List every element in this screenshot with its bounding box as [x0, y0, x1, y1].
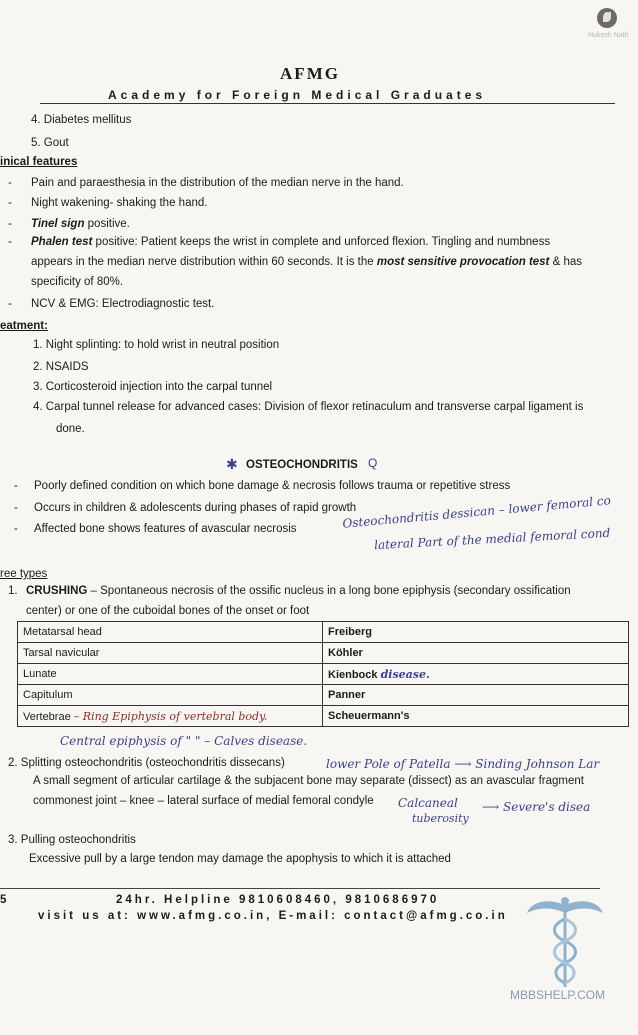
handwritten-note: lower Pole of Patella ⟶ Sinding Johnson Lar	[326, 757, 600, 771]
treatment-item: 3. Corticosteroid injection into the carpal tunnel	[33, 381, 273, 393]
crushing-item: CRUSHING – Spontaneous necrosis of the ossific nucleus in a long bone epiphysis (secondary ossification	[26, 585, 571, 597]
handwritten-note: disease.	[380, 667, 430, 681]
page-number: 5	[0, 894, 7, 906]
bullet-dash: -	[8, 298, 12, 310]
bullet-dash: -	[14, 502, 18, 514]
treatment-heading: eatment:	[0, 320, 48, 332]
phalen-test: Phalen test	[31, 236, 93, 248]
star-mark-icon: ✱	[226, 456, 238, 472]
osteo-bullet: Occurs in children & adolescents during phases of rapid growth	[34, 502, 357, 514]
table-cell-name: Scheuermann's	[323, 706, 629, 727]
pulling-item: 3. Pulling osteochondritis	[8, 834, 136, 846]
clinical-item: Phalen test positive: Patient keeps the wrist in complete and unforced flexion. Tingling and numbness	[31, 236, 551, 248]
logo-icon	[597, 8, 617, 28]
handwritten-note: Osteochondritis dessican – lower femoral co	[341, 493, 612, 531]
clinical-item-cont: specificity of 80%.	[31, 276, 124, 288]
bullet-dash: -	[14, 480, 18, 492]
clinical-item: Tinel sign positive.	[31, 218, 130, 230]
bullet-dash: -	[8, 177, 12, 189]
watermark: MBBSHELP.COM	[510, 988, 606, 1002]
cause-item: 4. Diabetes mellitus	[31, 114, 132, 126]
caduceus-icon	[525, 895, 605, 990]
table-row	[18, 643, 629, 664]
footer-contact: visit us at: www.afmg.co.in, E-mail: contact@afmg.co.in	[38, 910, 508, 922]
table-row	[18, 622, 629, 643]
bullet-dash: -	[14, 523, 18, 535]
cause-item: 5. Gout	[31, 137, 69, 149]
types-heading: ree types	[0, 568, 48, 580]
table-cell-site: Lunate	[18, 664, 323, 685]
handwritten-note: ⟶ Severe's disea	[482, 800, 591, 814]
handwritten-note: – Ring Epiphysis of vertebral body.	[73, 709, 268, 723]
splitting-item: 2. Splitting osteochondritis (osteochondritis dissecans)	[8, 757, 285, 769]
header-divider	[40, 103, 615, 104]
eponym-table	[17, 621, 629, 727]
table-cell-name: Kienbock disease.	[323, 664, 629, 685]
table-cell-name: Köhler	[323, 643, 629, 664]
logo-label: Hukesh Nath	[588, 32, 629, 39]
table-cell-site: Tarsal navicular	[18, 643, 323, 664]
clinical-item: Night wakening- shaking the hand.	[31, 197, 208, 209]
clinical-heading: inical features	[0, 156, 78, 168]
handwritten-note: Central epiphysis of " " – Calves disease.	[60, 734, 308, 748]
pulling-item-cont: Excessive pull by a large tendon may damage the apophysis to which it is attached	[29, 853, 451, 865]
treatment-item-cont: done.	[56, 423, 85, 435]
tinel-sign: Tinel sign	[31, 218, 85, 230]
table-row	[18, 685, 629, 706]
table-row	[18, 706, 629, 727]
handwritten-note: lateral Part of the medial femoral cond	[373, 525, 611, 553]
crushing-item-cont: center) or one of the cuboidal bones of the onset or foot	[26, 605, 310, 617]
osteo-bullet: Affected bone shows features of avascular necrosis	[34, 523, 297, 535]
splitting-item-cont: commonest joint – knee – lateral surface of medial femoral condyle	[33, 795, 374, 807]
q-mark-icon: Q	[368, 456, 378, 470]
brand-title: AFMG	[280, 64, 340, 83]
treatment-item: 4. Carpal tunnel release for advanced cases: Division of flexor retinaculum and transverse carpal ligament is	[33, 401, 584, 413]
footer-helpline: 24hr. Helpline 9810608460, 9810686970	[116, 894, 440, 906]
brand-subtitle: Academy for Foreign Medical Graduates	[108, 88, 487, 102]
table-cell-name: Panner	[323, 685, 629, 706]
osteo-bullet: Poorly defined condition on which bone damage & necrosis follows trauma or repetitive stress	[34, 480, 511, 492]
bullet-dash: -	[8, 197, 12, 209]
bullet-dash: -	[8, 218, 12, 230]
table-cell-site: Capitulum	[18, 685, 323, 706]
splitting-item-cont: A small segment of articular cartilage & the subjacent bone may separate (dissect) as an avascular fragment	[33, 775, 584, 787]
crushing-num: 1.	[8, 585, 18, 597]
handwritten-note: Calcaneal	[398, 796, 458, 810]
clinical-item: Pain and paraesthesia in the distribution of the median nerve in the hand.	[31, 177, 404, 189]
clinical-item: NCV & EMG: Electrodiagnostic test.	[31, 298, 215, 310]
table-cell-name: Freiberg	[323, 622, 629, 643]
clinical-item-cont: appears in the median nerve distribution within 60 seconds. It is the most sensitive provocation test & has	[31, 256, 582, 268]
table-cell-site: Vertebrae – Ring Epiphysis of vertebral body.	[18, 706, 323, 727]
table-cell-site: Metatarsal head	[18, 622, 323, 643]
bullet-dash: -	[8, 236, 12, 248]
footer-divider	[0, 888, 600, 889]
section-title: OSTEOCHONDRITIS	[246, 459, 358, 471]
table-row	[18, 664, 629, 685]
treatment-item: 1. Night splinting: to hold wrist in neutral position	[33, 339, 280, 351]
treatment-item: 2. NSAIDS	[33, 361, 89, 373]
handwritten-note: tuberosity	[412, 812, 469, 825]
